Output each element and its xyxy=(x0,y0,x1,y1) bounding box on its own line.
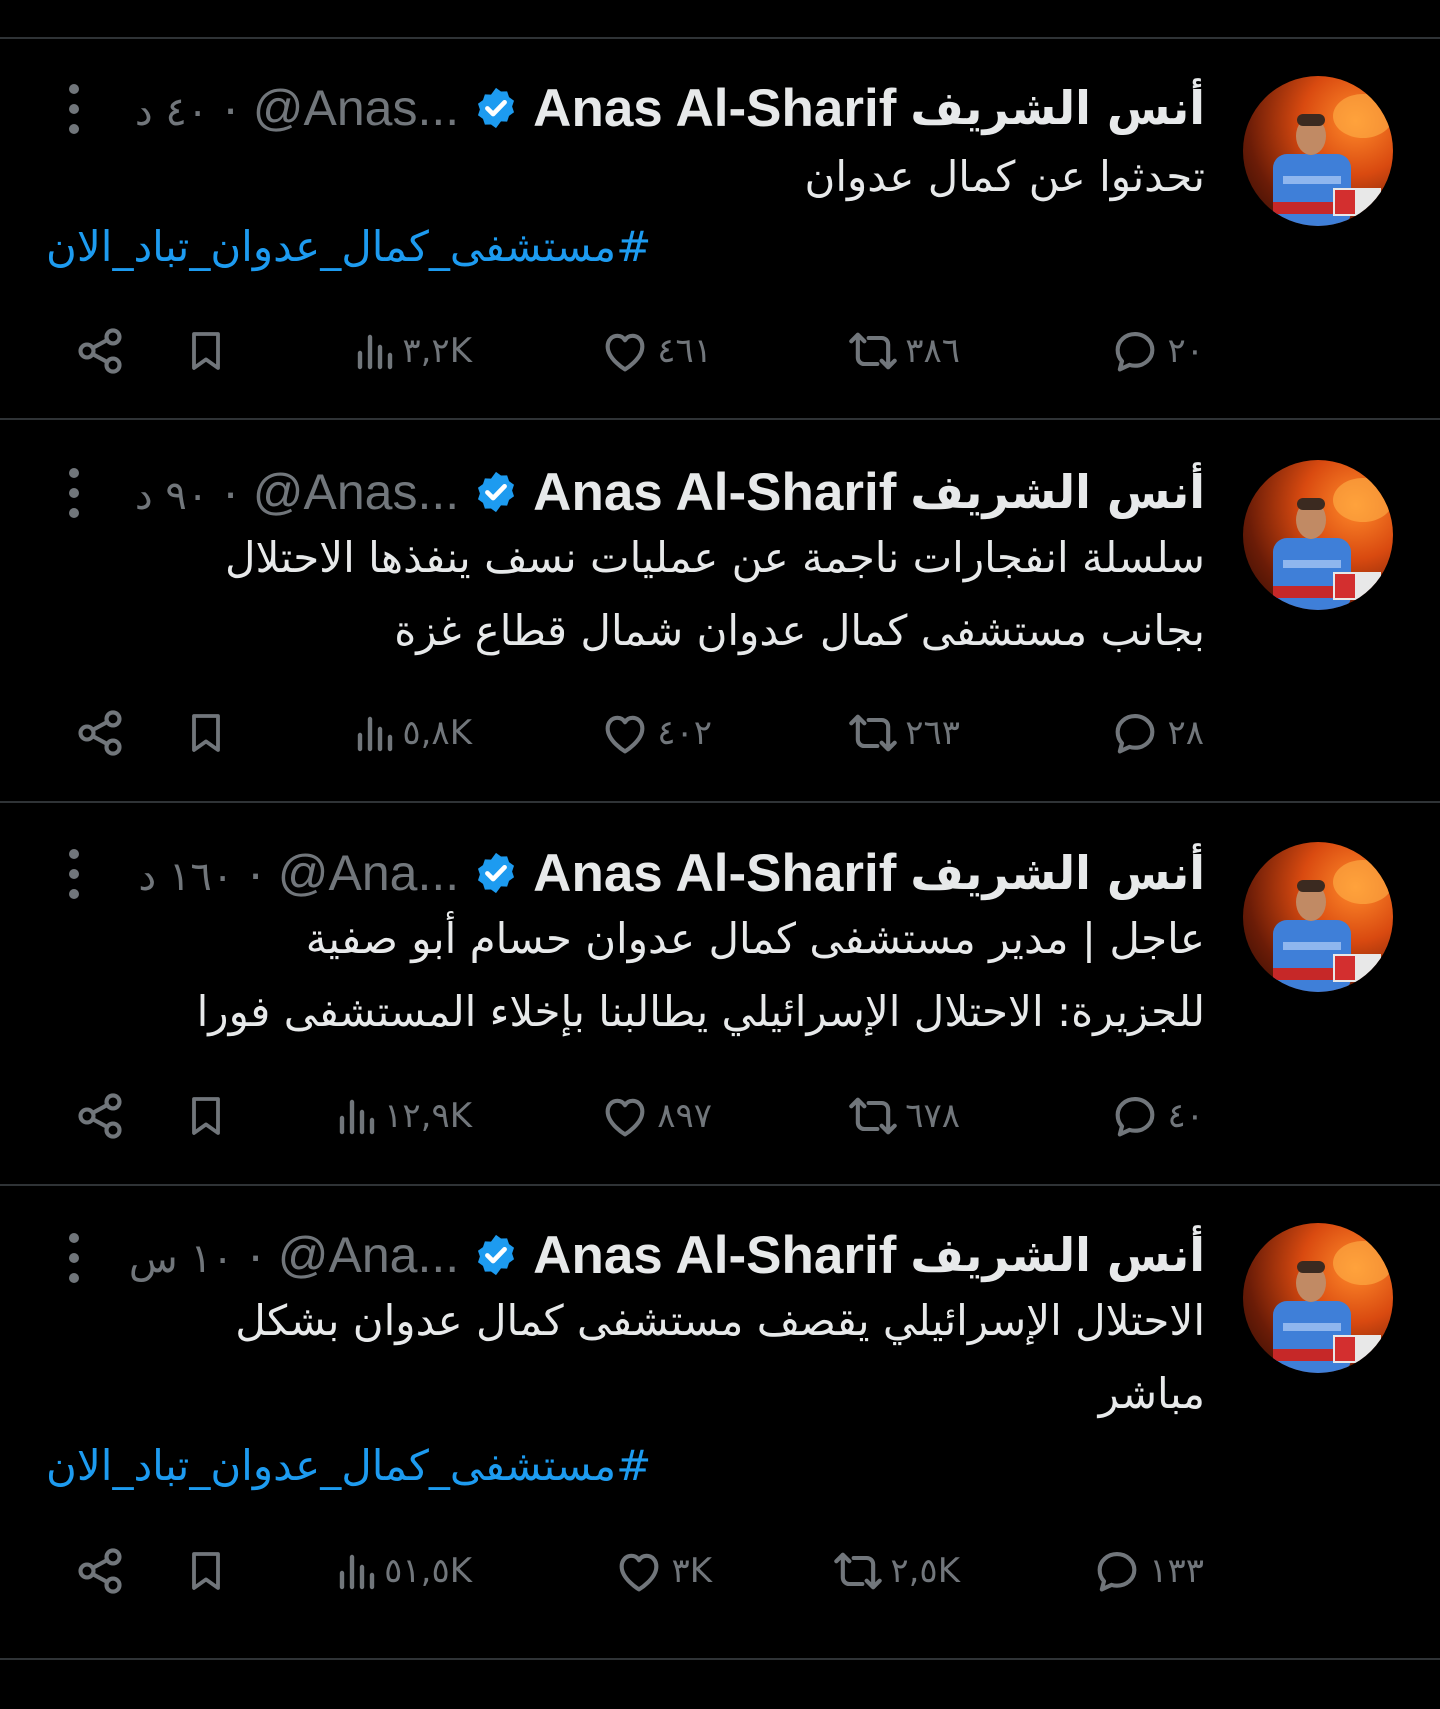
action-bar xyxy=(0,1086,1440,1146)
retweet-count: ٢,٥K xyxy=(890,1551,960,1591)
more-options-icon[interactable] xyxy=(60,81,88,137)
avatar[interactable] xyxy=(1243,842,1393,992)
views-button[interactable] xyxy=(350,321,472,381)
tweet-text xyxy=(235,1284,1205,1430)
bookmark-icon xyxy=(182,1088,230,1144)
display-name-english[interactable]: Anas Al-Sharif xyxy=(533,78,897,138)
timestamp[interactable]: ١٦٠ د xyxy=(138,854,234,900)
share-icon xyxy=(74,325,126,377)
verified-badge-icon xyxy=(473,850,519,896)
bookmark-button[interactable] xyxy=(182,321,230,381)
retweet-button[interactable] xyxy=(845,1086,960,1146)
reply-count: ٢٠ xyxy=(1167,331,1204,371)
share-button[interactable] xyxy=(74,703,126,763)
handle[interactable]: @Ana... xyxy=(277,1227,460,1283)
share-icon xyxy=(74,707,126,759)
action-bar xyxy=(0,703,1440,763)
tweet-4[interactable] xyxy=(0,1186,1440,1660)
retweet-icon xyxy=(845,1090,901,1142)
tweet-text-line: للجزيرة: الاحتلال الإسرائيلي يطالبنا بإخلاء المستشفى فورا xyxy=(196,987,1205,1036)
handle-and-time: ٩٠ د · @Anas... xyxy=(134,464,460,520)
retweet-button[interactable] xyxy=(845,703,960,763)
tweet-1[interactable] xyxy=(0,39,1440,420)
like-count: ٨٩٧ xyxy=(657,1096,712,1136)
share-icon xyxy=(74,1545,126,1597)
avatar-image xyxy=(1243,1223,1393,1373)
bookmark-icon xyxy=(182,1543,230,1599)
views-button[interactable] xyxy=(332,1541,472,1601)
view-count: ١٢,٩K xyxy=(384,1096,472,1136)
action-bar xyxy=(0,321,1440,381)
views-chart-icon xyxy=(350,707,398,759)
more-options-icon[interactable] xyxy=(60,846,88,902)
action-bar xyxy=(0,1541,1440,1601)
views-chart-icon xyxy=(332,1545,380,1597)
view-count: ٥,٨K xyxy=(402,713,472,753)
heart-icon xyxy=(597,325,653,377)
handle-and-time: ١٠ س · @Ana... xyxy=(128,1227,460,1283)
reply-icon xyxy=(1107,325,1163,377)
tweet-2[interactable] xyxy=(0,420,1440,803)
tweet-header xyxy=(129,1223,1205,1287)
retweet-button[interactable] xyxy=(845,321,960,381)
verified-badge-icon xyxy=(473,469,519,515)
bookmark-button[interactable] xyxy=(182,1541,230,1601)
tweet-text xyxy=(225,521,1205,667)
display-name-arabic[interactable]: أنس الشريف xyxy=(910,465,1205,519)
like-count: ٤٦١ xyxy=(657,331,712,371)
tweet-3[interactable] xyxy=(0,803,1440,1186)
reply-count: ١٣٣ xyxy=(1149,1551,1204,1591)
reply-icon xyxy=(1107,1090,1163,1142)
reply-button[interactable] xyxy=(1089,1541,1204,1601)
heart-icon xyxy=(597,707,653,759)
bookmark-icon xyxy=(182,705,230,761)
display-name-english[interactable]: Anas Al-Sharif xyxy=(533,462,897,522)
like-button[interactable] xyxy=(597,1086,712,1146)
display-name-arabic[interactable]: أنس الشريف xyxy=(910,1228,1205,1282)
retweet-icon xyxy=(845,325,901,377)
views-button[interactable] xyxy=(350,703,472,763)
bookmark-icon xyxy=(182,323,230,379)
share-button[interactable] xyxy=(74,1086,126,1146)
retweet-icon xyxy=(845,707,901,759)
handle[interactable]: @Anas... xyxy=(252,80,460,136)
heart-icon xyxy=(611,1545,667,1597)
reply-icon xyxy=(1089,1545,1145,1597)
more-options-icon[interactable] xyxy=(60,465,88,521)
retweet-count: ٢٦٣ xyxy=(905,713,960,753)
reply-count: ٤٠ xyxy=(1167,1096,1204,1136)
timestamp[interactable]: ٤٠ د xyxy=(134,89,209,135)
hashtag-link[interactable]: #مستشفى_كمال_عدوان_تباد_الان xyxy=(46,1441,652,1490)
share-icon xyxy=(74,1090,126,1142)
tweet-text xyxy=(197,902,1205,1048)
tweet-text-line: مباشر xyxy=(1098,1369,1205,1418)
hashtag-link[interactable]: #مستشفى_كمال_عدوان_تباد_الان xyxy=(46,222,652,271)
avatar-image xyxy=(1243,842,1393,992)
like-button[interactable] xyxy=(597,703,712,763)
tweet-text-line: الاحتلال الإسرائيلي يقصف مستشفى كمال عدوان بشكل xyxy=(235,1296,1205,1345)
avatar-image xyxy=(1243,460,1393,610)
avatar[interactable] xyxy=(1243,460,1393,610)
handle[interactable]: @Anas... xyxy=(252,464,460,520)
reply-button[interactable] xyxy=(1107,703,1204,763)
display-name-arabic[interactable]: أنس الشريف xyxy=(910,81,1205,135)
retweet-icon xyxy=(830,1545,886,1597)
display-name-english[interactable]: Anas Al-Sharif xyxy=(533,843,897,903)
views-chart-icon xyxy=(350,325,398,377)
avatar-image xyxy=(1243,76,1393,226)
like-button[interactable] xyxy=(611,1541,712,1601)
reply-button[interactable] xyxy=(1107,321,1204,381)
retweet-count: ٦٧٨ xyxy=(905,1096,960,1136)
verified-badge-icon xyxy=(473,1232,519,1278)
handle[interactable]: @Ana... xyxy=(277,845,460,901)
display-name-english[interactable]: Anas Al-Sharif xyxy=(533,1225,897,1285)
avatar[interactable] xyxy=(1243,1223,1393,1373)
retweet-count: ٣٨٦ xyxy=(905,331,960,371)
handle-and-time: ١٦٠ د · @Ana... xyxy=(138,845,460,901)
tweet-text-line: سلسلة انفجارات ناجمة عن عمليات نسف ينفذها الاحتلال xyxy=(224,533,1205,582)
display-name-arabic[interactable]: أنس الشريف xyxy=(910,846,1205,900)
bookmark-button[interactable] xyxy=(182,1086,230,1146)
tweet-text xyxy=(805,140,1205,213)
tweet-text-line: عاجل | مدير مستشفى كمال عدوان حسام أبو صفية xyxy=(305,914,1205,963)
bookmark-button[interactable] xyxy=(182,703,230,763)
tweet-header xyxy=(135,76,1205,140)
handle-and-time: ٤٠ د · @Anas... xyxy=(134,80,460,136)
share-button[interactable] xyxy=(74,1541,126,1601)
views-chart-icon xyxy=(332,1090,380,1142)
reply-button[interactable] xyxy=(1107,1086,1204,1146)
like-button[interactable] xyxy=(597,321,712,381)
views-button[interactable] xyxy=(332,1086,472,1146)
reply-icon xyxy=(1107,707,1163,759)
avatar[interactable] xyxy=(1243,76,1393,226)
tweet-text-line: بجانب مستشفى كمال عدوان شمال قطاع غزة xyxy=(394,606,1205,655)
timestamp[interactable]: ١٠ س xyxy=(128,1236,234,1282)
like-count: ٤٠٢ xyxy=(657,713,712,753)
tweet-text-line: تحدثوا عن كمال عدوان xyxy=(804,152,1205,201)
tweet-header xyxy=(135,460,1205,524)
view-count: ٥١,٥K xyxy=(384,1551,472,1591)
more-options-icon[interactable] xyxy=(60,1230,88,1286)
tweet-header xyxy=(138,841,1205,905)
view-count: ٣,٢K xyxy=(402,331,472,371)
like-count: ٣K xyxy=(671,1551,712,1591)
timestamp[interactable]: ٩٠ د xyxy=(134,473,209,519)
retweet-button[interactable] xyxy=(830,1541,960,1601)
share-button[interactable] xyxy=(74,321,126,381)
heart-icon xyxy=(597,1090,653,1142)
verified-badge-icon xyxy=(473,85,519,131)
reply-count: ٢٨ xyxy=(1167,713,1204,753)
